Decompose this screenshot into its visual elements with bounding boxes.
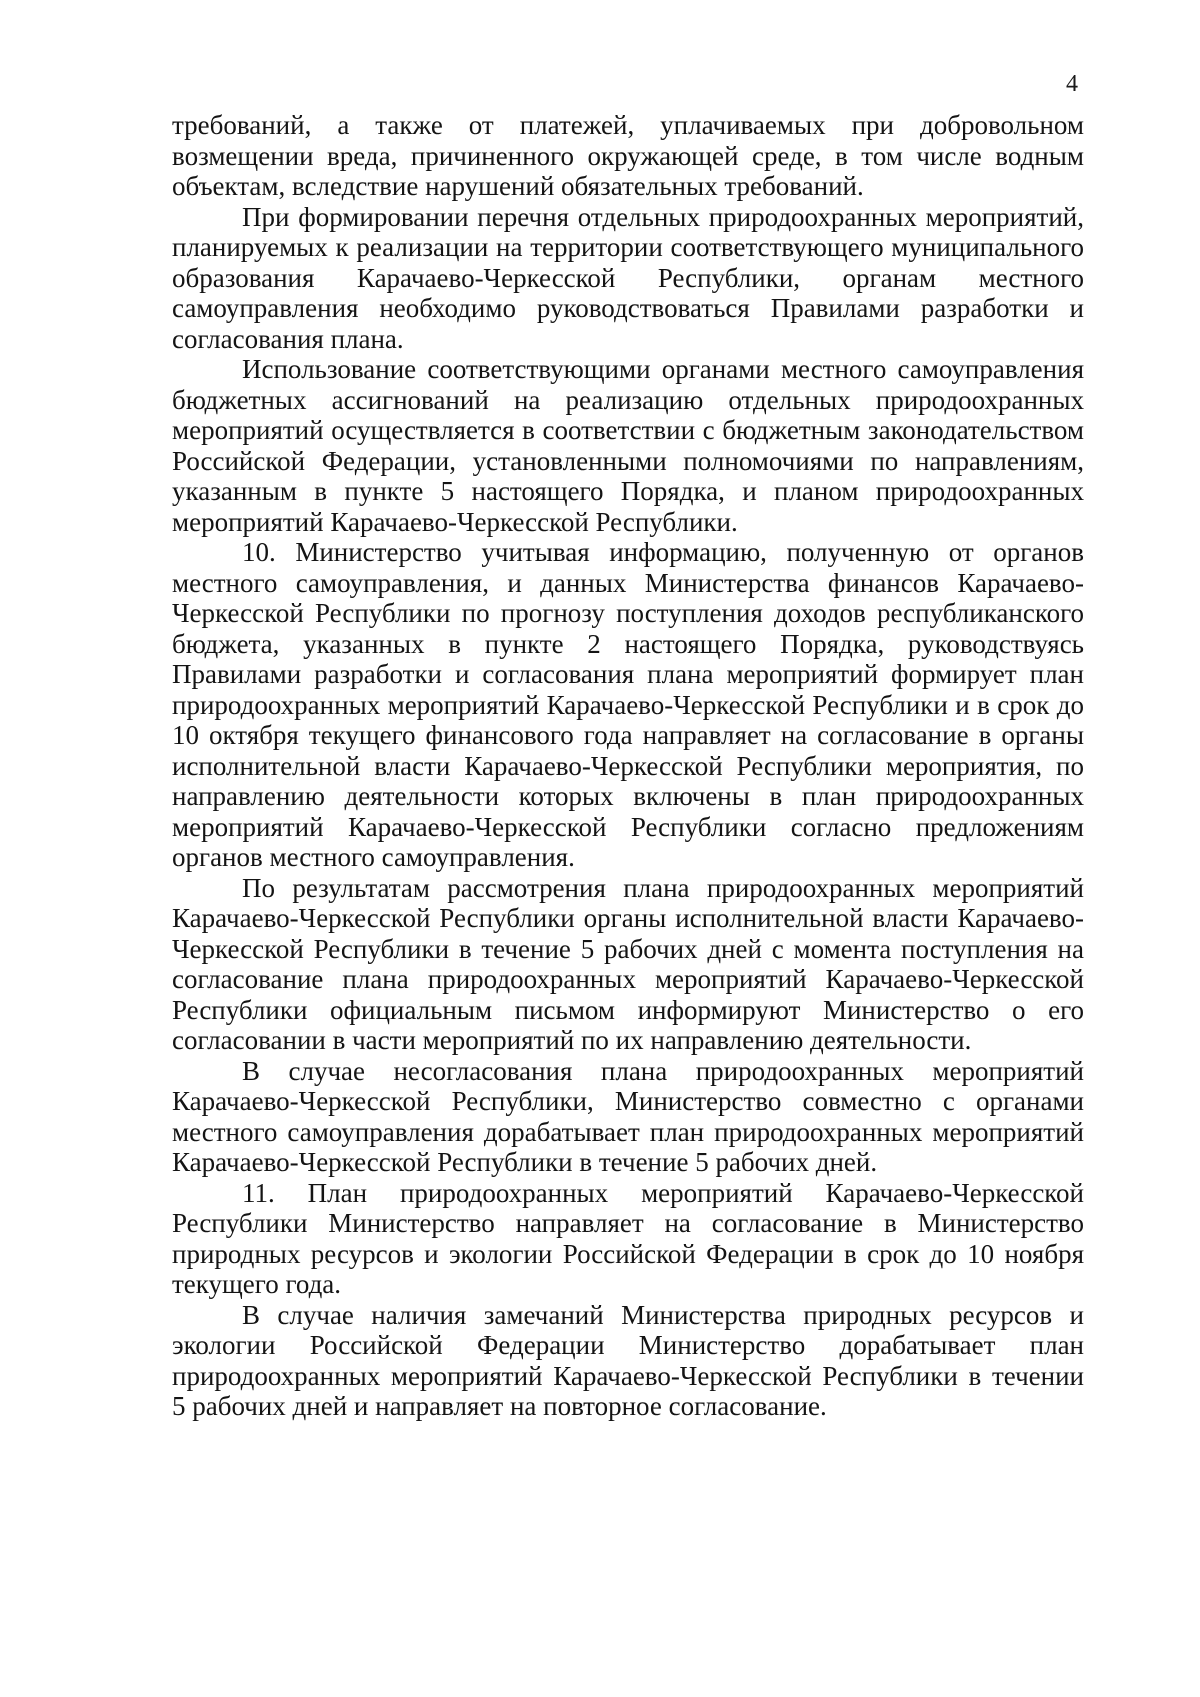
paragraph: Использование соответствующими органами местного самоуправления бюджетных ассигнований на реализацию отдельных природоохранных мероприятий осуществляется в соответствии с бюджетным законодательством Российской Федерации, установленными полномочиями по направлениям, указанным в пункте 5 настоящего Порядка, и планом природоохранных мероприятий Карачаево-Черкесской Республики. [172, 354, 1084, 537]
paragraph-item-11: 11. План природоохранных мероприятий Карачаево-Черкесской Республики Министерство направляет на согласование в Министерство природных ресурсов и экологии Российской Федерации в срок до 10 ноября текущего года. [172, 1177, 1084, 1299]
paragraph: В случае наличия замечаний Министерства природных ресурсов и экологии Российской Федерации Министерство дорабатывает план природоохранных мероприятий Карачаево-Черкесской Республики в течении 5 рабочих дней и направляет на повторное согласование. [172, 1299, 1084, 1421]
paragraph-continuation: требований, а также от платежей, уплачиваемых при добровольном возмещении вреда, причиненного окружающей среде, в том числе водным объектам, вследствие нарушений обязательных требований. [172, 110, 1084, 201]
paragraph: При формировании перечня отдельных природоохранных мероприятий, планируемых к реализации на территории соответствующего муниципального образования Карачаево-Черкесской Республики, органам местного самоуправления необходимо руководствоваться Правилами разработки и согласования плана. [172, 201, 1084, 354]
paragraph: По результатам рассмотрения плана природоохранных мероприятий Карачаево-Черкесской Республики органы исполнительной власти Карачаево-Черкесской Республики в течение 5 рабочих дней с момента поступления на согласование плана природоохранных мероприятий Карачаево-Черкесской Республики официальным письмом информируют Министерство о его согласовании в части мероприятий по их направлению деятельности. [172, 872, 1084, 1055]
paragraph: В случае несогласования плана природоохранных мероприятий Карачаево-Черкесской Республики, Министерство совместно с органами местного самоуправления дорабатывает план природоохранных мероприятий Карачаево-Черкесской Республики в течение 5 рабочих дней. [172, 1055, 1084, 1177]
paragraph-item-10: 10. Министерство учитывая информацию, полученную от органов местного самоуправления, и данных Министерства финансов Карачаево-Черкесской Республики по прогнозу поступления доходов республиканского бюджета, указанных в пункте 2 настоящего Порядка, руководствуясь Правилами разработки и согласования плана мероприятий формирует план природоохранных мероприятий Карачаево-Черкесской Республики и в срок до 10 октября текущего финансового года направляет на согласование в органы исполнительной власти Карачаево-Черкесской Республики мероприятия, по направлению деятельности которых включены в план природоохранных мероприятий Карачаево-Черкесской Республики согласно предложениям органов местного самоуправления. [172, 537, 1084, 872]
document-body [172, 110, 1084, 1422]
page-number: 4 [1066, 71, 1078, 97]
